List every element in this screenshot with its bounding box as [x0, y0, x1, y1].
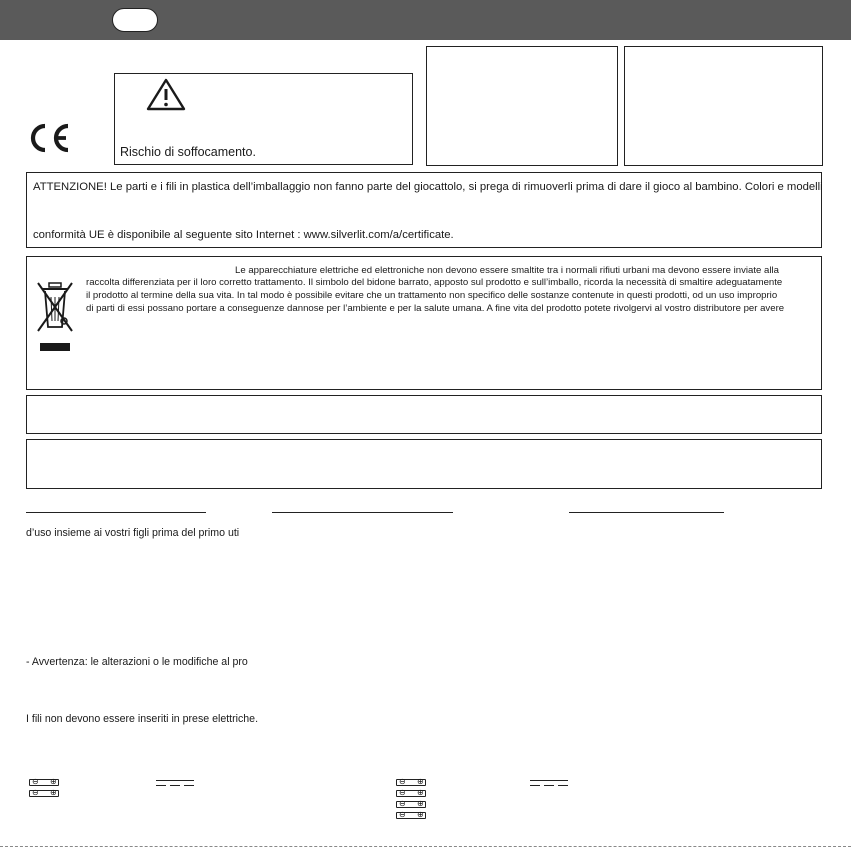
weee-line-2: raccolta differenziata per il loro corretto trattamento. Il simbolo del bidone barrato, apposto sul prodotto e sull’imballo, ricorda la necessità di smaltire adeguatamente [86, 277, 783, 288]
battery-icon: ⊖ ⊕ [396, 779, 426, 786]
weee-line-1: Le apparecchiature elettriche ed elettroniche non devono essere smaltite tra i normali rifiuti urbani ma devono essere inviate alla [235, 265, 779, 276]
warning-text: Rischio di soffocamento. [120, 145, 256, 159]
crossed-bin-icon [34, 277, 76, 357]
instruction-line-1: d’uso insieme ai vostri figli prima del primo uti [26, 527, 240, 539]
empty-box-1 [426, 46, 618, 166]
rule-2 [272, 512, 453, 513]
weee-line-3: il prodotto al termine della sua vita. In tal modo è possibile evitare che un trattamento non specifico delle sostanze contenute in questi prodotti, od un uso improprio [86, 290, 778, 301]
empty-wide-box-1 [26, 395, 822, 434]
warning-triangle-icon [146, 78, 186, 111]
notice-box [26, 172, 822, 248]
empty-box-2 [624, 46, 823, 166]
weee-line-4: di parti di essi possano portare a conseguenze dannose per l’ambiente e per la salute umana. A fine vita del prodotto potete rivolgervi al vostro distributore per avere [86, 303, 785, 314]
warning-box [114, 73, 413, 165]
battery-icon: ⊖ ⊕ [396, 801, 426, 808]
notice-line-1: ATTENZIONE! Le parti e i fili in plastica dell’imballaggio non fanno parte del giocattolo, si prega di rimuoverli prima di dare il gioco al bambino. Colori e modelli [33, 181, 823, 193]
rule-3 [569, 512, 724, 513]
empty-wide-box-2 [26, 439, 822, 489]
weee-box [26, 256, 822, 390]
language-badge [112, 8, 158, 32]
instruction-line-3: I fili non devono essere inseriti in prese elettriche. [26, 713, 259, 725]
notice-line-2: conformità UE è disponibile al seguente sito Internet : www.silverlit.com/a/certificate. [33, 229, 454, 241]
battery-icon: ⊖ ⊕ [396, 790, 426, 797]
ce-mark-icon [26, 122, 72, 154]
battery-icon: ⊖ ⊕ [29, 790, 59, 797]
battery-icon: ⊖ ⊕ [396, 812, 426, 819]
rule-1 [26, 512, 206, 513]
instruction-line-2: - Avvertenza: le alterazioni o le modifiche al pro [26, 656, 248, 668]
footer-dashed-line [0, 846, 851, 847]
battery-icon: ⊖ ⊕ [29, 779, 59, 786]
